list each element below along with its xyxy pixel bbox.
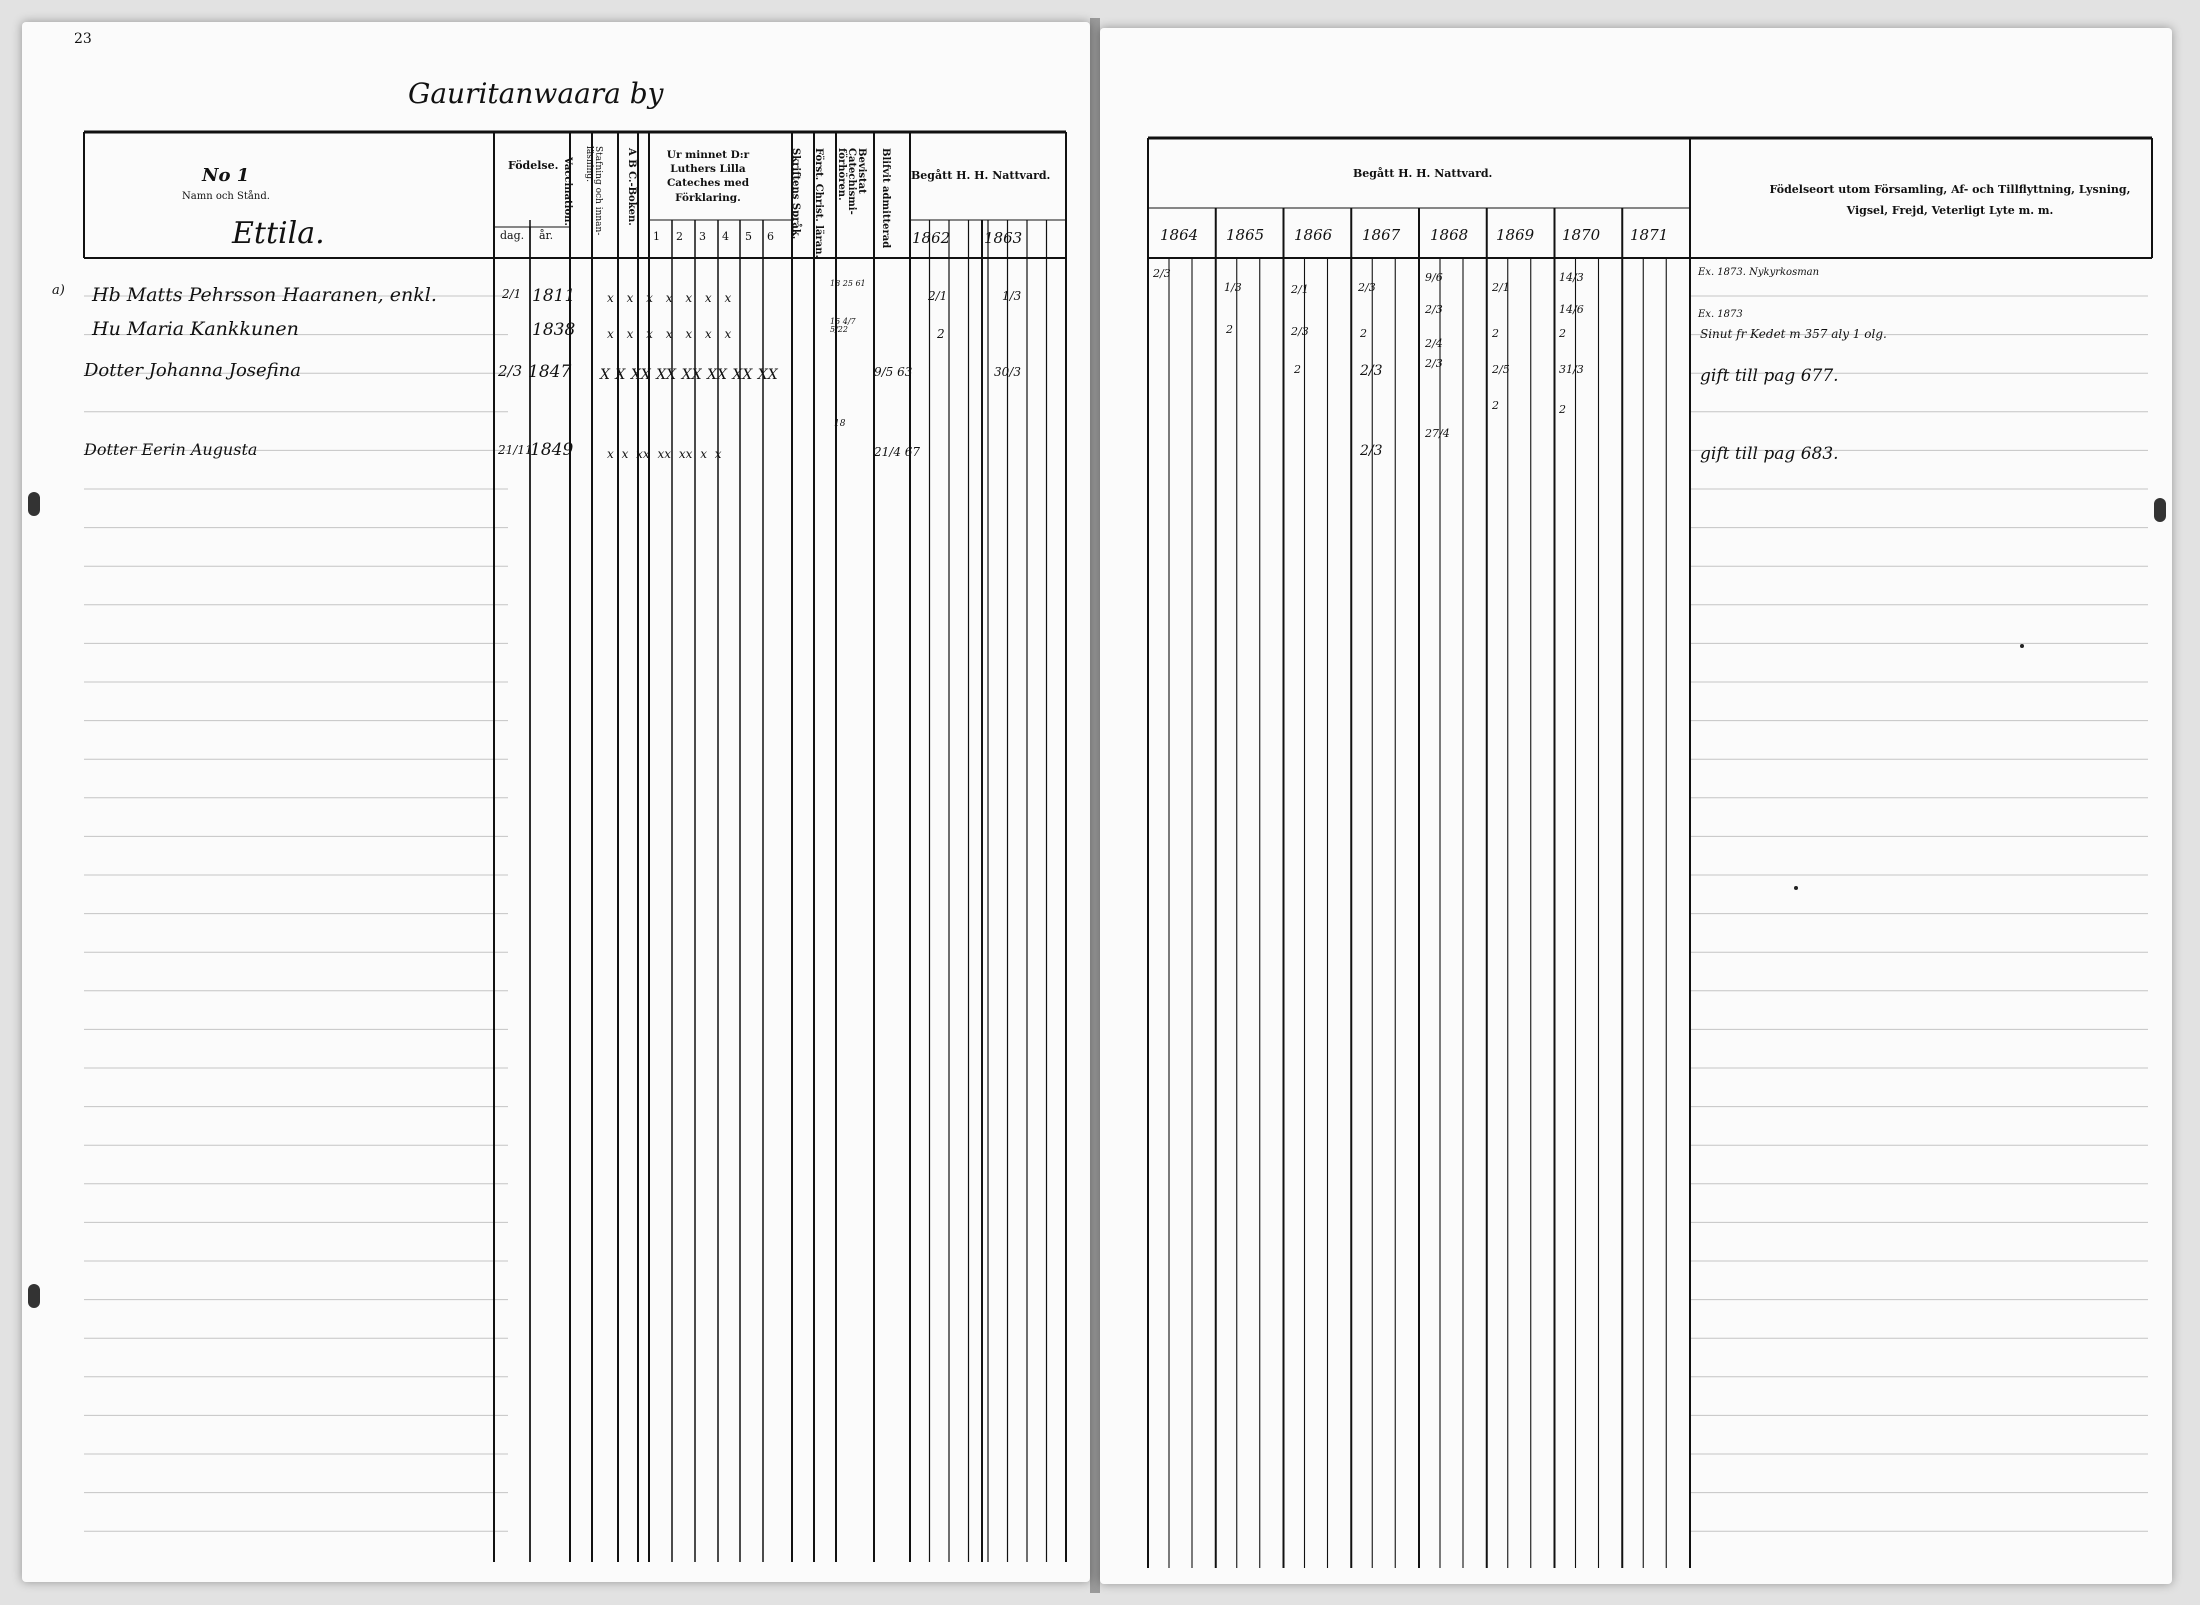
year-1868: 1868: [1430, 226, 1469, 244]
remark: gift till pag 683.: [1700, 444, 1839, 464]
side-mark: a): [52, 283, 65, 298]
entry: 1/3: [1224, 281, 1242, 294]
entry: 2: [1492, 327, 1499, 340]
entry: 14/6: [1559, 303, 1584, 316]
entry: 2/3: [1358, 281, 1376, 294]
entry: 2/3: [1291, 325, 1309, 338]
page-number: 23: [74, 31, 92, 47]
abc-book-header: A B C.-Boken.: [626, 148, 637, 226]
remarks-header: Födelseort utom Församling, Af- och Tillflyttning, Lysning, Vigsel, Frejd, Veterligt Lyte m. m.: [1769, 183, 2131, 217]
binding-hole: [2154, 498, 2166, 522]
year-1871: 1871: [1630, 226, 1669, 244]
person-name: Dotter Eerin Augusta: [84, 440, 258, 459]
entry: 2/3: [1425, 303, 1443, 316]
year-1867: 1867: [1362, 226, 1401, 244]
person-name: Dotter Johanna Josefina: [84, 360, 302, 381]
entry: 2: [1492, 399, 1499, 412]
hearing-notes: 18: [834, 419, 846, 429]
year-1862: 1862: [912, 229, 951, 247]
catechism-marks: X X XX XX XX XX XX XX: [600, 367, 778, 383]
birth-year: 1847: [528, 362, 572, 382]
entry: 31/3: [1559, 363, 1584, 376]
entry: 2: [1559, 327, 1566, 340]
catechism-num-2: 2: [676, 230, 683, 243]
village-title: Gauritanwaara by: [408, 77, 664, 110]
vaccination-header: Vaccination.: [562, 157, 573, 226]
birth-header: Födelse.: [508, 159, 559, 172]
birth-day: 2/1: [502, 287, 522, 301]
catechism-num-1: 1: [653, 230, 660, 243]
stafning-header: Stafning och innan-läsning.: [584, 146, 603, 236]
scripture-header: Skriftens Språk.: [790, 148, 801, 240]
birth-year: 1811: [532, 286, 576, 306]
house-name: Ettila.: [232, 216, 325, 251]
communion-1863: 30/3: [994, 365, 1021, 379]
entry: 2: [1226, 323, 1233, 336]
remark: Ex. 1873: [1698, 309, 1743, 320]
catechism-header: Ur minnet D:r Luthers Lilla Cateches med Förklaring.: [666, 149, 750, 204]
right-page: [1100, 28, 2172, 1584]
catechism-marks: x x x x x x x: [607, 327, 732, 341]
ink-dot: [2020, 644, 2024, 648]
hearing-notes: 15 4/7 5/22: [830, 317, 856, 334]
birth-year: 1849: [530, 440, 574, 460]
remark: gift till pag 677.: [1700, 366, 1839, 386]
entry: 2: [1294, 363, 1301, 376]
entry: 2/3: [1360, 443, 1383, 459]
catechism-num-5: 5: [745, 230, 752, 243]
communion-1862: 2/1: [928, 289, 948, 303]
catechism-num-4: 4: [722, 230, 729, 243]
communion-header-right: Begått H. H. Nattvard.: [1353, 167, 1493, 180]
person-name: Hu Maria Kankkunen: [92, 318, 299, 340]
entry: 2/1: [1291, 283, 1309, 296]
catechism-num-6: 6: [767, 230, 774, 243]
communion-1863: 1/3: [1002, 289, 1022, 303]
communion-1862: 2: [937, 327, 945, 341]
entry: 14/3: [1559, 271, 1584, 284]
remark: Sinut fr Kedet m 357 aly 1 olg.: [1700, 327, 1887, 341]
year-1863: 1863: [984, 229, 1023, 247]
entry: 9/6: [1425, 271, 1443, 284]
left-page: [22, 22, 1090, 1582]
binding-hole: [28, 1284, 40, 1308]
year-1866: 1866: [1294, 226, 1333, 244]
right-page-ruling: [1100, 28, 2172, 1584]
entry: 2/3: [1425, 357, 1443, 370]
hearing-notes: 18 25 61: [830, 279, 866, 288]
entry: 2/5: [1492, 363, 1510, 376]
entry: 2/3: [1153, 267, 1171, 280]
catechism-marks: x x x x x x x: [607, 291, 732, 305]
entry: 2: [1559, 403, 1566, 416]
left-page-ruling: [22, 22, 1090, 1582]
year-1864: 1864: [1160, 226, 1199, 244]
admitted-header: Blifvit admitterad: [880, 148, 891, 249]
year-1870: 1870: [1562, 226, 1601, 244]
christian-teaching-header: Först. Christ. läran.: [813, 148, 824, 258]
year-1869: 1869: [1496, 226, 1535, 244]
name-column-header: Namn och Stånd.: [182, 191, 270, 202]
remark: Ex. 1873. Nykyrkosman: [1698, 267, 1820, 278]
record-number: No 1: [202, 165, 250, 186]
entry: 27/4: [1425, 427, 1450, 440]
person-name: Hb Matts Pehrsson Haaranen, enkl.: [92, 284, 437, 306]
communion-header-left: Begått H. H. Nattvard.: [911, 169, 1051, 182]
binding-hole: [28, 492, 40, 516]
birth-year-header: år.: [539, 229, 554, 242]
book-spine: [1090, 18, 1100, 1593]
birth-day: 2/3: [498, 362, 523, 380]
birth-year: 1838: [532, 320, 576, 340]
birth-day-header: dag.: [500, 229, 525, 242]
entry: 2/4: [1425, 337, 1443, 350]
birth-day: 21/11: [498, 443, 533, 457]
admitted-date: 21/4 67: [874, 445, 921, 459]
ink-dot: [1794, 886, 1798, 890]
entry: 2: [1360, 327, 1367, 340]
catechism-marks: x x xx xx xx x x: [607, 447, 722, 461]
admitted-date: 9/5 63: [874, 365, 913, 379]
entry: 2/1: [1492, 281, 1510, 294]
catechism-hearings-header: Bevistat Catechismi-förhören.: [836, 148, 867, 215]
entry: 2/3: [1360, 363, 1383, 379]
year-1865: 1865: [1226, 226, 1265, 244]
catechism-num-3: 3: [699, 230, 706, 243]
